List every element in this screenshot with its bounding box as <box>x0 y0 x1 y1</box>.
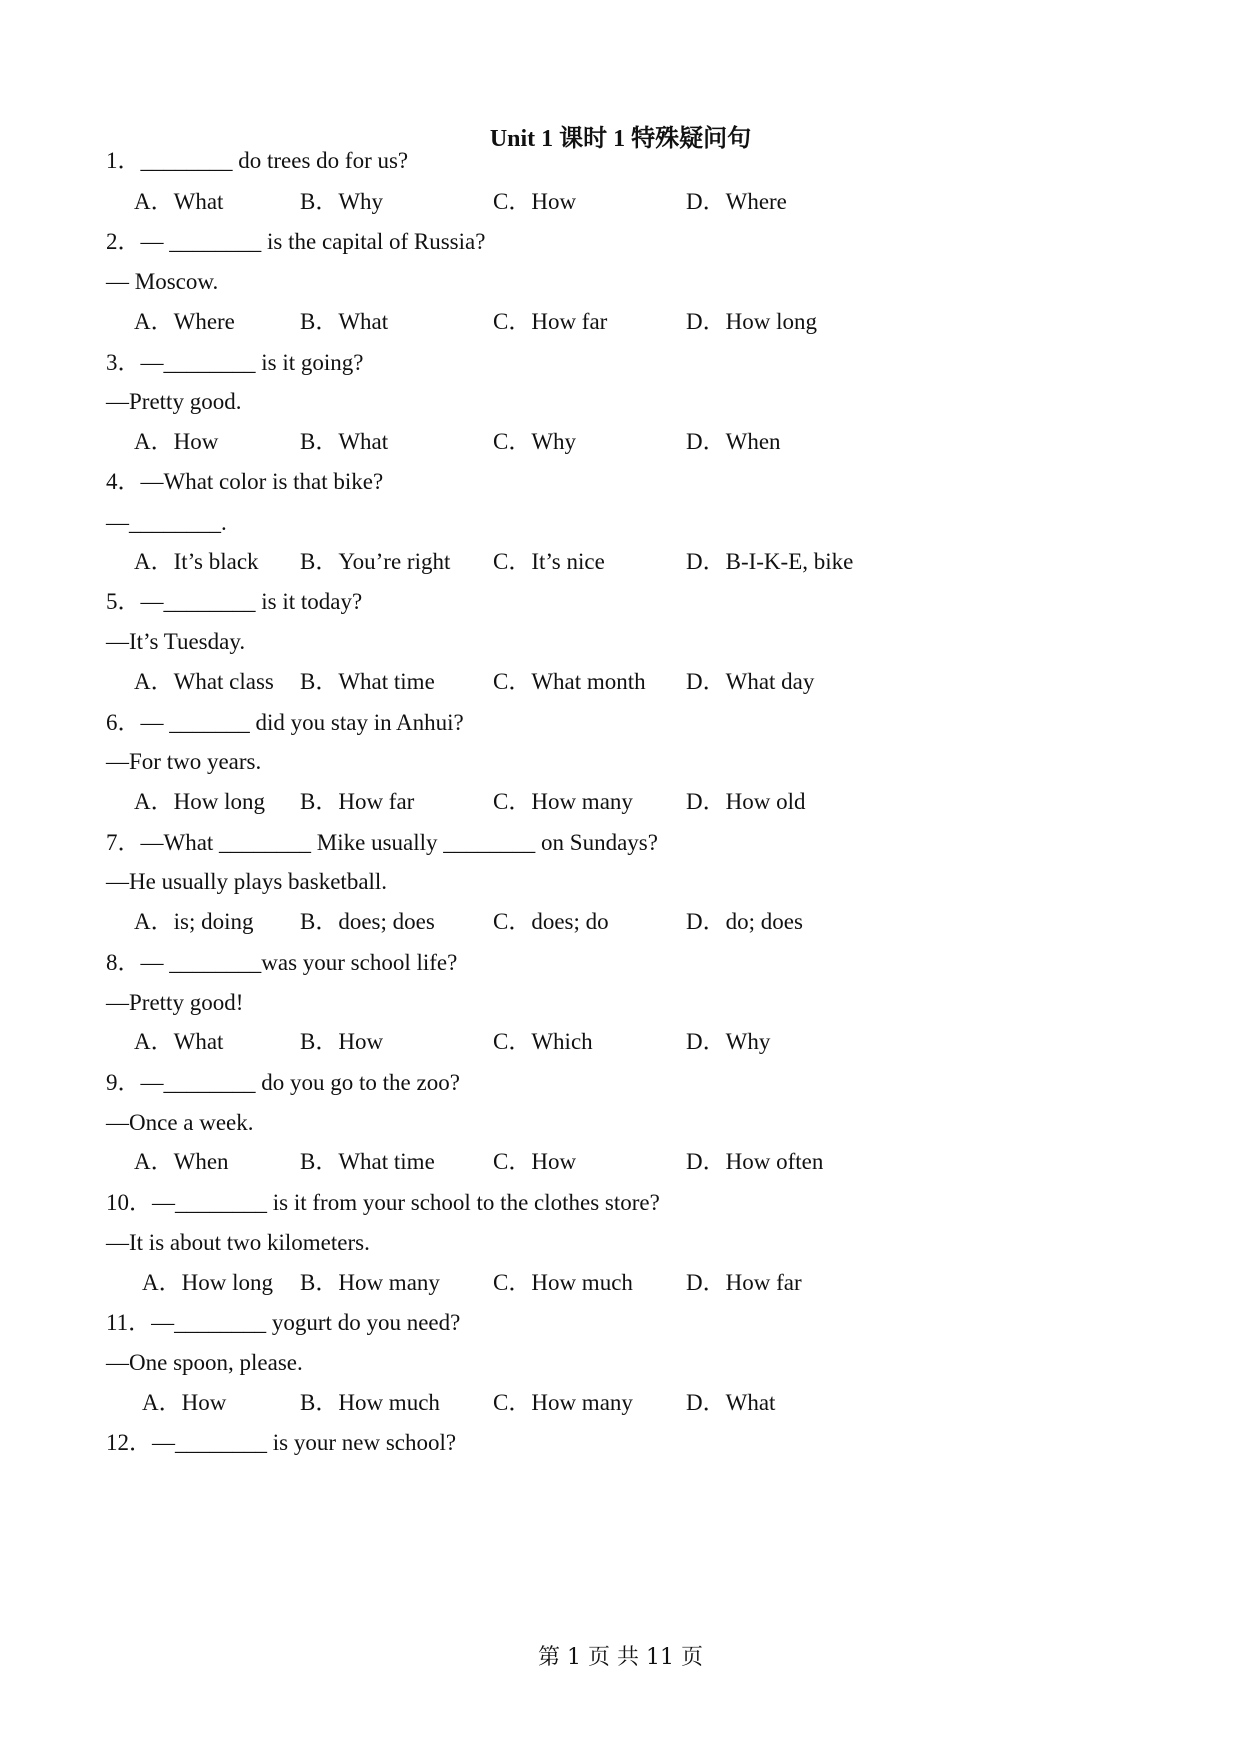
option-a: A．How <box>142 1390 227 1415</box>
option-a: A．When <box>134 1149 229 1174</box>
option-c: C．How far <box>493 309 608 334</box>
question-stem: 1．________ do trees do for us? <box>106 148 409 173</box>
option-a: A．What class <box>134 669 274 694</box>
option-c: C．How many <box>493 1390 633 1415</box>
question-stem: 5．—________ is it today? <box>106 589 363 614</box>
question-answer-line: —Once a week. <box>106 1110 254 1135</box>
option-a: A．How long <box>134 789 265 814</box>
option-b: B．How much <box>300 1390 440 1415</box>
option-d: D．When <box>686 429 781 454</box>
question-stem: 9．—________ do you go to the zoo? <box>106 1070 460 1095</box>
question-stem: 8．— ________was your school life? <box>106 950 458 975</box>
option-d: D．How old <box>686 789 806 814</box>
option-c: C．How many <box>493 789 633 814</box>
option-c: C．Which <box>493 1029 593 1054</box>
question-stem: 6．— _______ did you stay in Anhui? <box>106 710 464 735</box>
option-d: D．B-I-K-E, bike <box>686 549 854 574</box>
option-d: D．How far <box>686 1270 802 1295</box>
option-d: D．What day <box>686 669 815 694</box>
option-d: D．How long <box>686 309 817 334</box>
question-answer-line: —It is about two kilometers. <box>106 1230 370 1255</box>
option-c: C．How <box>493 189 577 214</box>
option-b: B．Why <box>300 189 384 214</box>
question-answer-line: —For two years. <box>106 749 262 774</box>
question-stem: 4．—What color is that bike? <box>106 469 384 494</box>
option-b: B．How <box>300 1029 384 1054</box>
option-d: D．Where <box>686 189 787 214</box>
option-b: B．You’re right <box>300 549 451 574</box>
option-d: D．How often <box>686 1149 824 1174</box>
option-a: A．It’s black <box>134 549 259 574</box>
question-answer-line: — Moscow. <box>106 269 219 294</box>
option-a: A．is; doing <box>134 909 254 934</box>
question-answer-line: —He usually plays basketball. <box>106 869 388 894</box>
option-a: A．Where <box>134 309 235 334</box>
question-answer-line: —One spoon, please. <box>106 1350 303 1375</box>
question-stem: 7．—What ________ Mike usually ________ on Sundays? <box>106 830 658 855</box>
option-a: A．How <box>134 429 219 454</box>
page-footer: 第 1 页 共 11 页 <box>538 1645 703 1670</box>
option-a: A．What <box>134 1029 224 1054</box>
option-b: B．What time <box>300 1149 435 1174</box>
question-answer-line: —________. <box>106 510 227 535</box>
question-stem: 3．—________ is it going? <box>106 350 364 375</box>
option-a: A．How long <box>142 1270 273 1295</box>
option-d: D．Why <box>686 1029 771 1054</box>
question-stem: 11．—________ yogurt do you need? <box>106 1310 461 1335</box>
option-b: B．How many <box>300 1270 440 1295</box>
option-b: B．What <box>300 429 389 454</box>
question-answer-line: —Pretty good. <box>106 389 242 414</box>
option-c: C．How <box>493 1149 577 1174</box>
question-answer-line: —It’s Tuesday. <box>106 629 246 654</box>
option-b: B．does; does <box>300 909 435 934</box>
option-d: D．What <box>686 1390 776 1415</box>
option-c: C．Why <box>493 429 577 454</box>
option-c: C．What month <box>493 669 646 694</box>
option-c: C．does; do <box>493 909 609 934</box>
question-stem: 2．— ________ is the capital of Russia? <box>106 229 486 254</box>
option-c: C．How much <box>493 1270 633 1295</box>
question-answer-line: —Pretty good! <box>106 990 244 1015</box>
option-b: B．How far <box>300 789 415 814</box>
option-b: B．What time <box>300 669 435 694</box>
question-stem: 10．—________ is it from your school to the clothes store? <box>106 1190 660 1215</box>
page-title: Unit 1 课时 1 特殊疑问句 <box>489 126 752 152</box>
option-b: B．What <box>300 309 389 334</box>
option-d: D．do; does <box>686 909 803 934</box>
option-a: A．What <box>134 189 224 214</box>
question-stem: 12．—________ is your new school? <box>106 1430 457 1455</box>
option-c: C．It’s nice <box>493 549 605 574</box>
